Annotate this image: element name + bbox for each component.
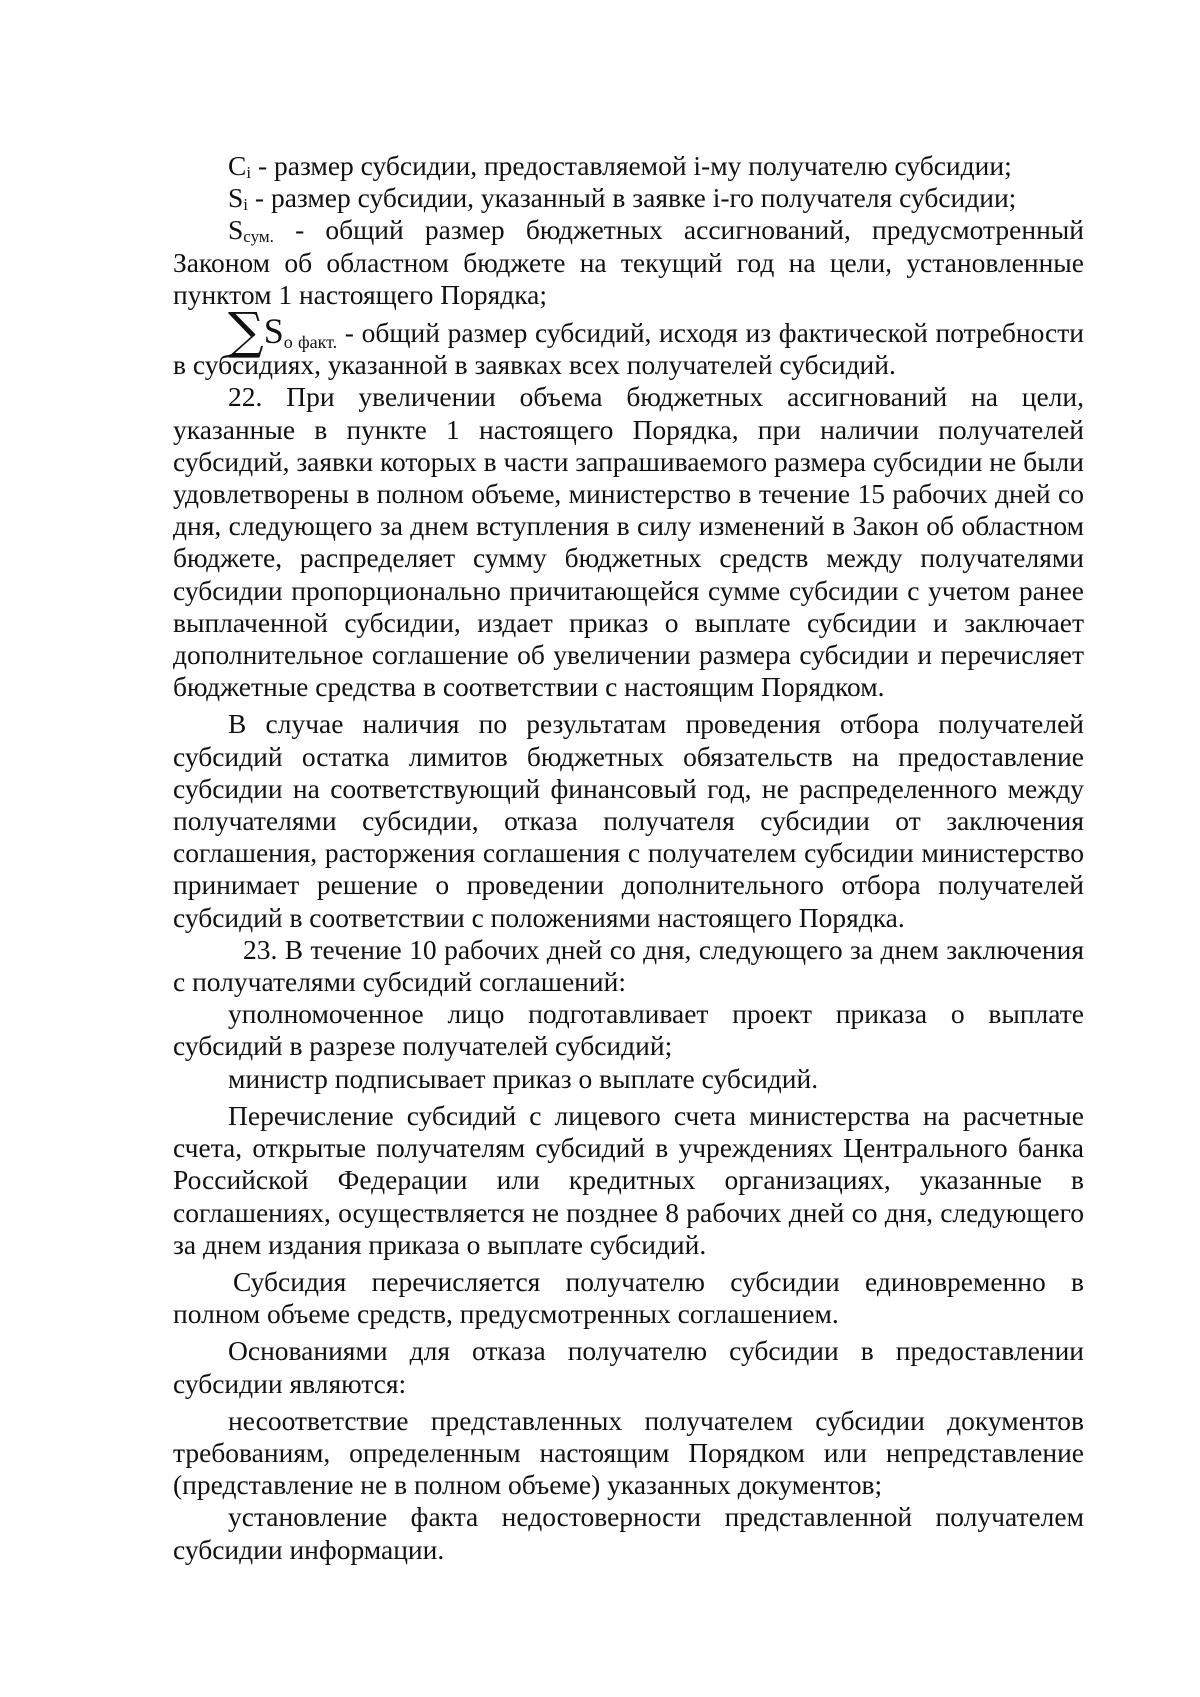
paragraph-minister: министр подписывает приказ о выплате субсидий. <box>228 1062 819 1094</box>
ci-subscript: i <box>246 163 252 182</box>
paragraph-23: 23. В течение 10 рабочих дней со дня, следующего за днем заключения с получателями субсидий соглашений: <box>173 933 1084 998</box>
si-subscript: i <box>243 195 249 215</box>
ssum-text: - общий размер бюджетных ассигнований, предусмотренный Законом об областном бюджете на текущий год на цели, установленные пунктом 1 настоящего Порядка; <box>173 214 1084 310</box>
sum-text: - общий размер субсидий, исходя из фактической потребности в субсидиях, указанной в заявках всех получателей субсидий. <box>173 317 1084 381</box>
paragraph-22: 22. При увеличении объема бюджетных ассигнований на цели, указанные в пункте 1 настоящего Порядка, при наличии получателей субсидий, заявки которых в части запрашиваемого размера субсидии не были удовлетворены в полном объеме, министерство в течение 15 рабочих дней со дня, следующего за днем вступления в силу изменений в Закон об областном бюджете, распределяет сумму бюджетных средств между получателями субсидии пропорционально причитающейся сумме субсидии с учетом ранее выплаченной субсидии, издает приказ о выплате субсидии и заключает дополнительное соглашение об увеличении размера субсидии и перечисляет бюджетные средства в соответствии с настоящим Порядком. <box>173 381 1084 703</box>
ci-text: - размер субсидии, предоставляемой i-му получателю субсидии; <box>251 150 1012 181</box>
definition-sum-fact <box>173 302 1084 381</box>
paragraph-authorized: уполномоченное лицо подготавливает проект приказа о выплате субсидий в разрезе получателей субсидий; <box>173 998 1084 1062</box>
paragraph-false-info: установление факта недостоверности представленной получателем субсидии информации. <box>173 1501 1084 1565</box>
definition-ci <box>173 150 1084 182</box>
paragraph-case: В случае наличия по результатам проведения отбора получателей субсидий остатка лимитов бюджетных обязательств на предоставление субсидии на соответствующий финансовый год, не распределенного между получателями субсидии, отказа получателя субсидии от заключения соглашения, расторжения соглашения с получателем субсидии министерство принимает решение о проведении дополнительного отбора получателей субсидий в соответствии с положениями настоящего Порядка. <box>173 708 1084 933</box>
paragraph-mismatch: несоответствие представленных получателем субсидии документов требованиям, определенным настоящим Порядком или непредставление (представление не в полном объеме) указанных документов; <box>173 1404 1084 1501</box>
paragraph-onetime: Субсидия перечисляется получателю субсидии единовременно в полном объеме средств, предусмотренных соглашением. <box>173 1265 1084 1330</box>
sigma-symbol: ∑ <box>228 302 264 361</box>
si-text: - размер субсидии, указанный в заявке i-го получателя субсидии; <box>248 182 1017 214</box>
paragraph-transfer: Перечисление субсидий с лицевого счета министерства на расчетные счета, открытые получателям субсидий в учреждениях Центрального банка Российской Федерации или кредитных организациях, указанные в соглашениях, осуществляется не позднее 8 рабочих дней со дня, следующего за днем издания приказа о выплате субсидий. <box>173 1099 1084 1260</box>
definition-si <box>173 182 1084 214</box>
paragraph-grounds: Основаниями для отказа получателю субсидии в предоставлении субсидии являются: <box>173 1335 1084 1399</box>
ssum-symbol: S <box>228 214 244 246</box>
si-symbol: S <box>228 182 244 214</box>
sum-s-symbol: S <box>263 311 284 352</box>
ssum-subscript: сум. <box>243 227 274 247</box>
sum-subscript: о факт. <box>283 332 338 353</box>
ci-symbol: C <box>228 150 247 181</box>
definition-ssum <box>173 214 1084 311</box>
